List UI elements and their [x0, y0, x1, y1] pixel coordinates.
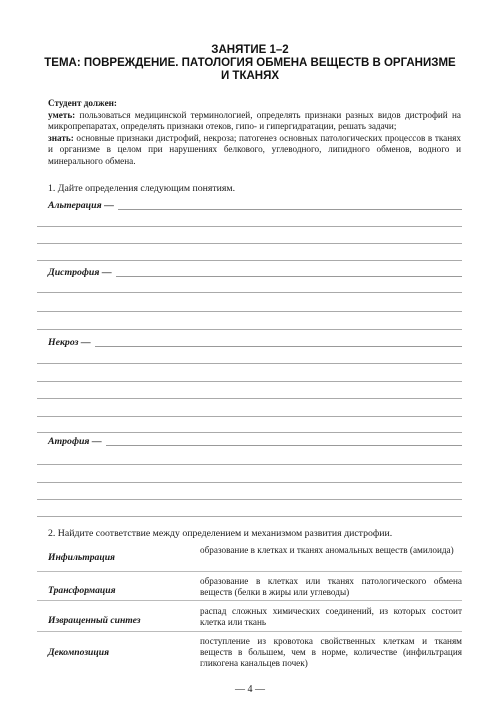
answer-line[interactable]: [37, 311, 462, 312]
task2-prompt: 2. Найдите соответствие между определением и механизмом развития дистрофии.: [48, 528, 393, 539]
lesson-title: ЗАНЯТИЕ 1–2: [211, 44, 289, 56]
divider: [37, 571, 462, 572]
know-label: знать:: [48, 132, 74, 143]
answer-line[interactable]: [37, 482, 462, 483]
topic-title-line1: ТЕМА: ПОВРЕЖДЕНИЕ. ПАТОЛОГИЯ ОБМЕНА ВЕЩЕСТВ В ОРГАНИЗМЕ: [44, 57, 456, 69]
term-necrosis: Некроз —: [48, 337, 95, 348]
term-alteration: Альтерация —: [48, 200, 118, 211]
match-term-decomposition[interactable]: Декомпозиция: [48, 647, 110, 658]
task1-prompt: 1. Дайте определения следующим понятиям.: [48, 183, 236, 194]
term-atrophy: Атрофия —: [48, 436, 106, 447]
can-label: уметь:: [48, 109, 76, 120]
topic-title-line2: И ТКАНЯХ: [220, 70, 280, 82]
know-text: основные признаки дистрофий, некроза; патогенез основных патологических процессов в тканях и организме в целом при нарушениях белкового, углеводного, липидного обменов, водного и минерального обмена.: [48, 132, 461, 166]
match-term-infiltration[interactable]: Инфильтрация: [48, 552, 115, 563]
answer-line[interactable]: [37, 329, 462, 330]
match-term-perverted-synthesis[interactable]: Извращенный синтез: [48, 615, 141, 626]
answer-line[interactable]: [37, 226, 462, 227]
learning-objectives: [48, 98, 461, 168]
answer-line[interactable]: [37, 243, 462, 244]
term-dystrophy: Дистрофия —: [48, 267, 116, 278]
divider: [37, 600, 462, 601]
answer-line[interactable]: [37, 363, 462, 364]
answer-line[interactable]: [37, 381, 462, 382]
answer-line[interactable]: [37, 464, 462, 465]
match-def-1[interactable]: образование в клетках и тканях аномальных веществ (амилоида): [200, 545, 454, 555]
can-text: пользоваться медицинской терминологией, определять признаки разных видов дистрофий на микропрепаратах, определять признаки отеков, гипо- и гипергидратации, решать задачи;: [48, 109, 461, 132]
match-term-transformation[interactable]: Трансформация: [48, 585, 116, 596]
match-def-2[interactable]: образование в клетках или тканях патологического обмена веществ (белки в жиры или углеводы): [200, 576, 462, 598]
answer-line-necrosis[interactable]: [48, 337, 462, 349]
answer-line[interactable]: [37, 416, 462, 417]
student-must-label: Студент должен:: [48, 98, 117, 108]
answer-line[interactable]: [37, 499, 462, 500]
match-def-3[interactable]: распад сложных химических соединений, из которых состоит клетка или ткань: [200, 606, 462, 628]
answer-line[interactable]: [37, 398, 462, 399]
answer-line[interactable]: [37, 516, 462, 517]
answer-line-alteration[interactable]: [48, 200, 462, 212]
divider: [37, 631, 462, 632]
page-number: — 4 —: [235, 684, 265, 695]
answer-line[interactable]: [37, 260, 462, 261]
match-def-4[interactable]: поступление из кровотока свойственных клеткам и тканям веществ в большем, чем в норме, количестве (инфильтрация гликогена канальцев почек): [200, 636, 462, 669]
answer-line[interactable]: [37, 292, 462, 293]
answer-line-dystrophy[interactable]: [48, 267, 462, 279]
answer-line[interactable]: [37, 432, 462, 433]
answer-line-atrophy[interactable]: [48, 436, 462, 448]
